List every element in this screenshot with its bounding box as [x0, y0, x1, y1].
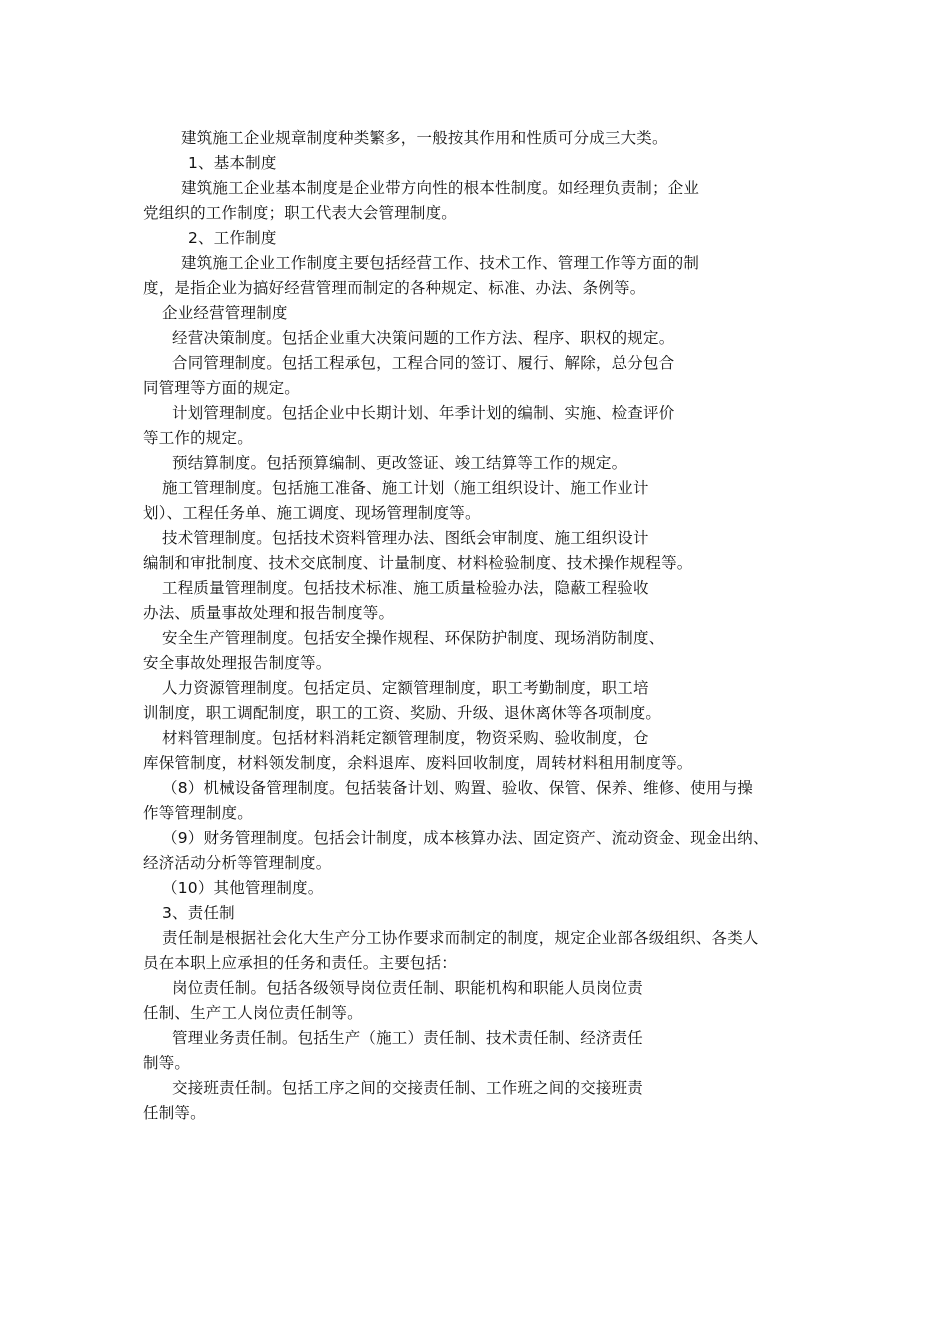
item-technical-line-1: 技术管理制度。包括技术资料管理办法、图纸会审制度、施工组织设计	[162, 529, 649, 547]
item-machinery-line-2: 作等管理制度。	[143, 804, 253, 822]
item-other: （10）其他管理制度。	[162, 879, 324, 897]
basic-paragraph-line-1: 建筑施工企业基本制度是企业带方向性的根本性制度。如经理负责制；企业	[181, 179, 700, 197]
work-paragraph-line-1: 建筑施工企业工作制度主要包括经营工作、技术工作、管理工作等方面的制	[181, 254, 700, 272]
item-construction-line-1: 施工管理制度。包括施工准备、施工计划（施工组织设计、施工作业计	[162, 479, 649, 497]
item-materials-line-2: 库保管制度，材料领发制度，余料退库、废料回收制度，周转材料租用制度等。	[143, 754, 693, 772]
item-business-responsibility-line-1: 管理业务责任制。包括生产（施工）责任制、技术责任制、经济责任	[172, 1029, 644, 1047]
item-post-responsibility-line-2: 任制、生产工人岗位责任制等。	[143, 1004, 363, 1022]
item-post-responsibility-line-1: 岗位责任制。包括各级领导岗位责任制、职能机构和职能人员岗位责	[172, 979, 644, 997]
item-quality-line-1: 工程质量管理制度。包括技术标准、施工质量检验办法，隐蔽工程验收	[162, 579, 649, 597]
item-materials-line-1: 材料管理制度。包括材料消耗定额管理制度，物资采购、验收制度，仓	[162, 729, 649, 747]
responsibility-paragraph-line-1: 责任制是根据社会化大生产分工协作要求而制定的制度，规定企业部各级组织、各类人	[162, 929, 759, 947]
item-hr-line-2: 训制度，职工调配制度，职工的工资、奖励、升级、退休离休等各项制度。	[143, 704, 662, 722]
item-technical-line-2: 编制和审批制度、技术交底制度、计量制度、材料检验制度、技术操作规程等。	[143, 554, 693, 572]
intro-paragraph: 建筑施工企业规章制度种类繁多，一般按其作用和性质可分成三大类。	[181, 129, 668, 147]
section-heading-work: 2、工作制度	[188, 229, 277, 247]
work-paragraph-line-2: 度，是指企业为搞好经营管理而制定的各种规定、标准、办法、条例等。	[143, 279, 646, 297]
section-heading-responsibility: 3、责任制	[162, 904, 235, 922]
item-budget: 预结算制度。包括预算编制、更改签证、竣工结算等工作的规定。	[172, 454, 628, 472]
item-quality-line-2: 办法、质量事故处理和报告制度等。	[143, 604, 395, 622]
item-decision-system: 经营决策制度。包括企业重大决策问题的工作方法、程序、职权的规定。	[172, 329, 675, 347]
item-finance-line-1: （9）财务管理制度。包括会计制度，成本核算办法、固定资产、流动资金、现金出纳、	[162, 829, 769, 847]
item-finance-line-2: 经济活动分析等管理制度。	[143, 854, 332, 872]
item-hr-line-1: 人力资源管理制度。包括定员、定额管理制度，职工考勤制度，职工培	[162, 679, 649, 697]
item-safety-line-1: 安全生产管理制度。包括安全操作规程、环保防护制度、现场消防制度、	[162, 629, 665, 647]
item-construction-line-2: 划）、工程任务单、施工调度、现场管理制度等。	[143, 504, 481, 522]
item-planning-line-2: 等工作的规定。	[143, 429, 253, 447]
item-planning-line-1: 计划管理制度。包括企业中长期计划、年季计划的编制、实施、检查评价	[172, 404, 675, 422]
item-handover-responsibility-line-1: 交接班责任制。包括工序之间的交接责任制、工作班之间的交接班责	[172, 1079, 644, 1097]
item-machinery-line-1: （8）机械设备管理制度。包括装备计划、购置、验收、保管、保养、维修、使用与操	[162, 779, 753, 797]
section-heading-basic: 1、基本制度	[188, 154, 277, 172]
responsibility-paragraph-line-2: 员在本职上应承担的任务和责任。主要包括：	[143, 954, 458, 972]
subheading-operations: 企业经营管理制度	[162, 304, 288, 322]
item-contract-line-2: 同管理等方面的规定。	[143, 379, 301, 397]
item-handover-responsibility-line-2: 任制等。	[143, 1104, 206, 1122]
item-safety-line-2: 安全事故处理报告制度等。	[143, 654, 332, 672]
item-business-responsibility-line-2: 制等。	[143, 1054, 191, 1072]
basic-paragraph-line-2: 党组织的工作制度；职工代表大会管理制度。	[143, 204, 458, 222]
item-contract-line-1: 合同管理制度。包括工程承包，工程合同的签订、履行、解除，总分包合	[172, 354, 675, 372]
